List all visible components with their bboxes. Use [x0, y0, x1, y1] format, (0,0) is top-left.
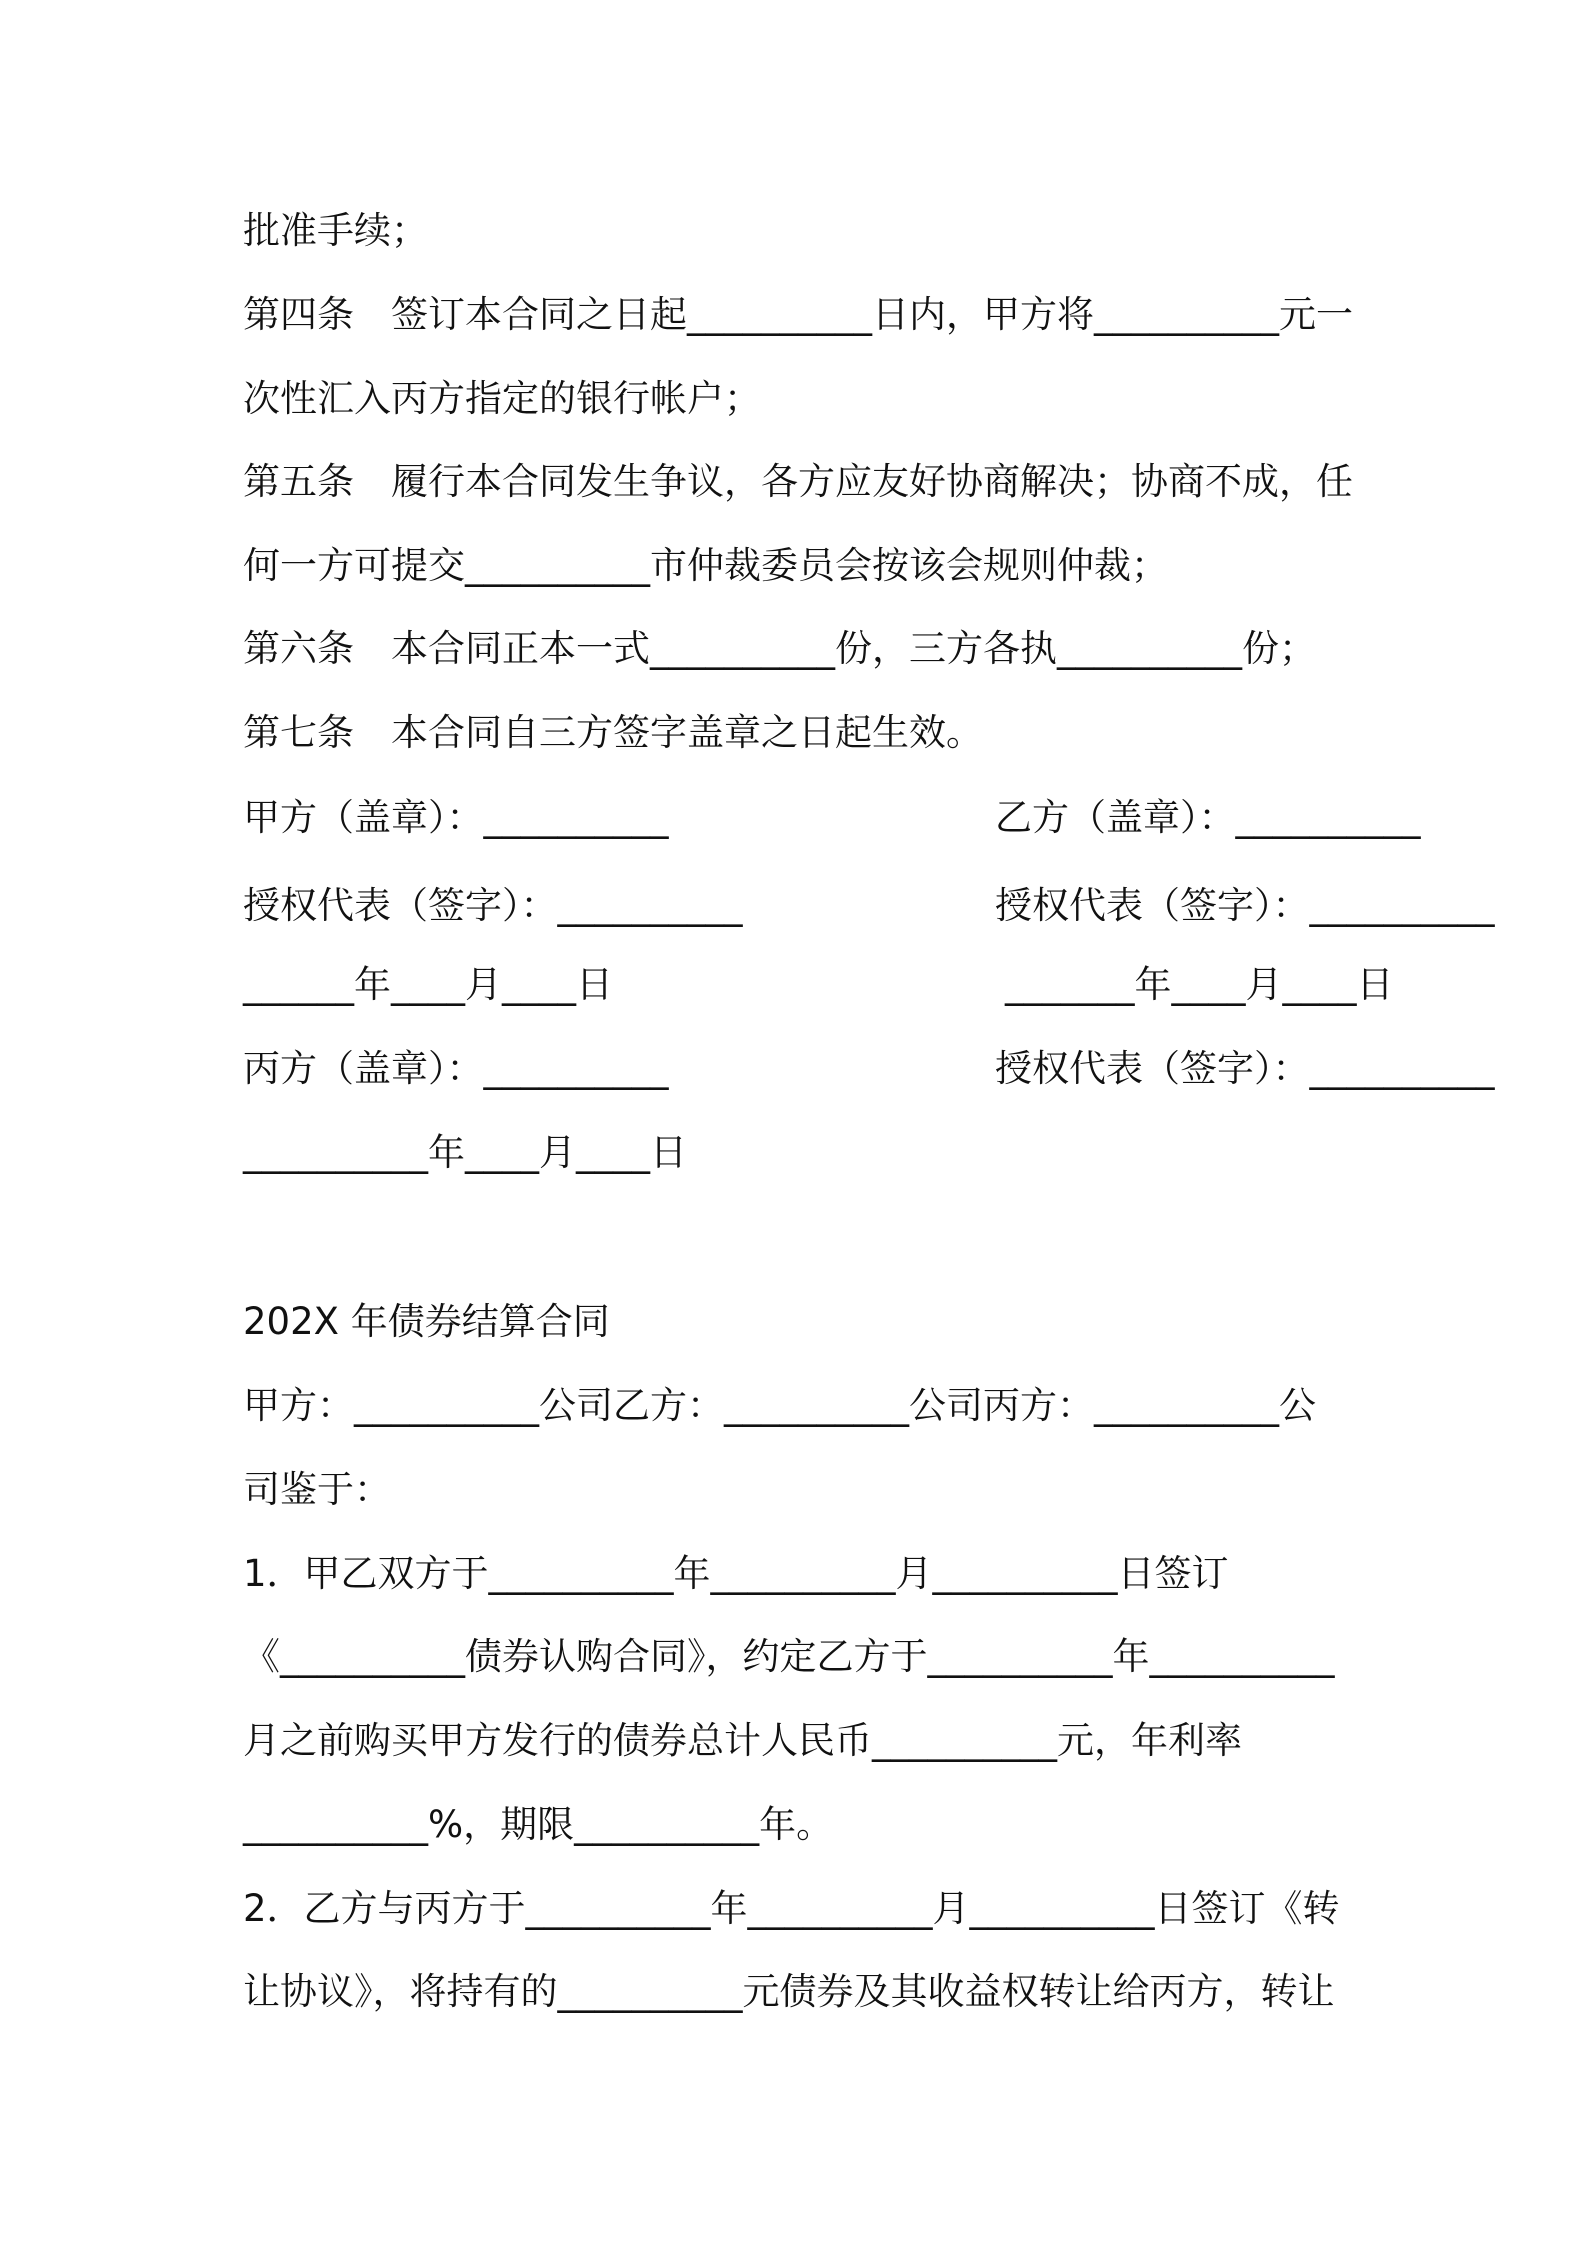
date-a: ______年____月____日: [243, 963, 613, 1006]
date-b: _______年____月____日: [1005, 963, 1394, 1006]
clause-7: 第七条 本合同自三方签字盖章之日起生效。: [243, 711, 983, 754]
rep-a-signature: 授权代表（签字）：__________: [243, 884, 743, 927]
parties-line: 甲方：__________公司乙方：__________公司丙方：__________公: [243, 1384, 1316, 1427]
rep-b-signature: 授权代表（签字）：__________: [995, 884, 1495, 927]
signature-row-party-c: [243, 1046, 1495, 1092]
clause-5: 第五条 履行本合同发生争议，各方应友好协商解决；协商不成，任: [243, 460, 1353, 503]
clause-text: 何一方可提交__________市仲裁委员会按该会规则仲裁；: [243, 544, 1168, 587]
clause-4: 第四条 签订本合同之日起__________日内，甲方将__________元一: [243, 293, 1353, 336]
clause-6: 第六条 本合同正本一式__________份，三方各执__________份；: [243, 627, 1316, 670]
document-title: 202X 年债券结算合同: [243, 1300, 610, 1343]
recital-1: 1．甲乙双方于__________年__________月__________日签订: [243, 1552, 1229, 1595]
recital-2: 2．乙方与丙方于__________年__________月__________日签订《转: [243, 1887, 1340, 1930]
signature-row-dates: [243, 962, 1394, 1008]
clause-text: 次性汇入丙方指定的银行帐户；: [243, 377, 761, 420]
party-c-seal: 丙方（盖章）：__________: [243, 1047, 669, 1090]
signature-row-parties: [243, 795, 1421, 841]
party-a-seal: 甲方（盖章）：__________: [243, 796, 669, 839]
recital-1-cont: __________%，期限__________年。: [243, 1803, 834, 1846]
recitals-line: 司鉴于：: [243, 1468, 391, 1511]
date-c: __________年____月____日: [243, 1131, 687, 1174]
recital-2-cont: 让协议》，将持有的__________元债券及其收益权转让给丙方，转让: [243, 1970, 1335, 2013]
party-b-seal: 乙方（盖章）：__________: [995, 796, 1421, 839]
recital-1-cont: 《__________债券认购合同》，约定乙方于__________年__________: [243, 1635, 1335, 1678]
clause-text: 批准手续；: [243, 209, 428, 252]
recital-1-cont: 月之前购买甲方发行的债券总计人民币__________元，年利率: [243, 1719, 1242, 1762]
rep-c-signature: 授权代表（签字）：__________: [995, 1047, 1495, 1090]
signature-row-reps: [243, 883, 1495, 929]
